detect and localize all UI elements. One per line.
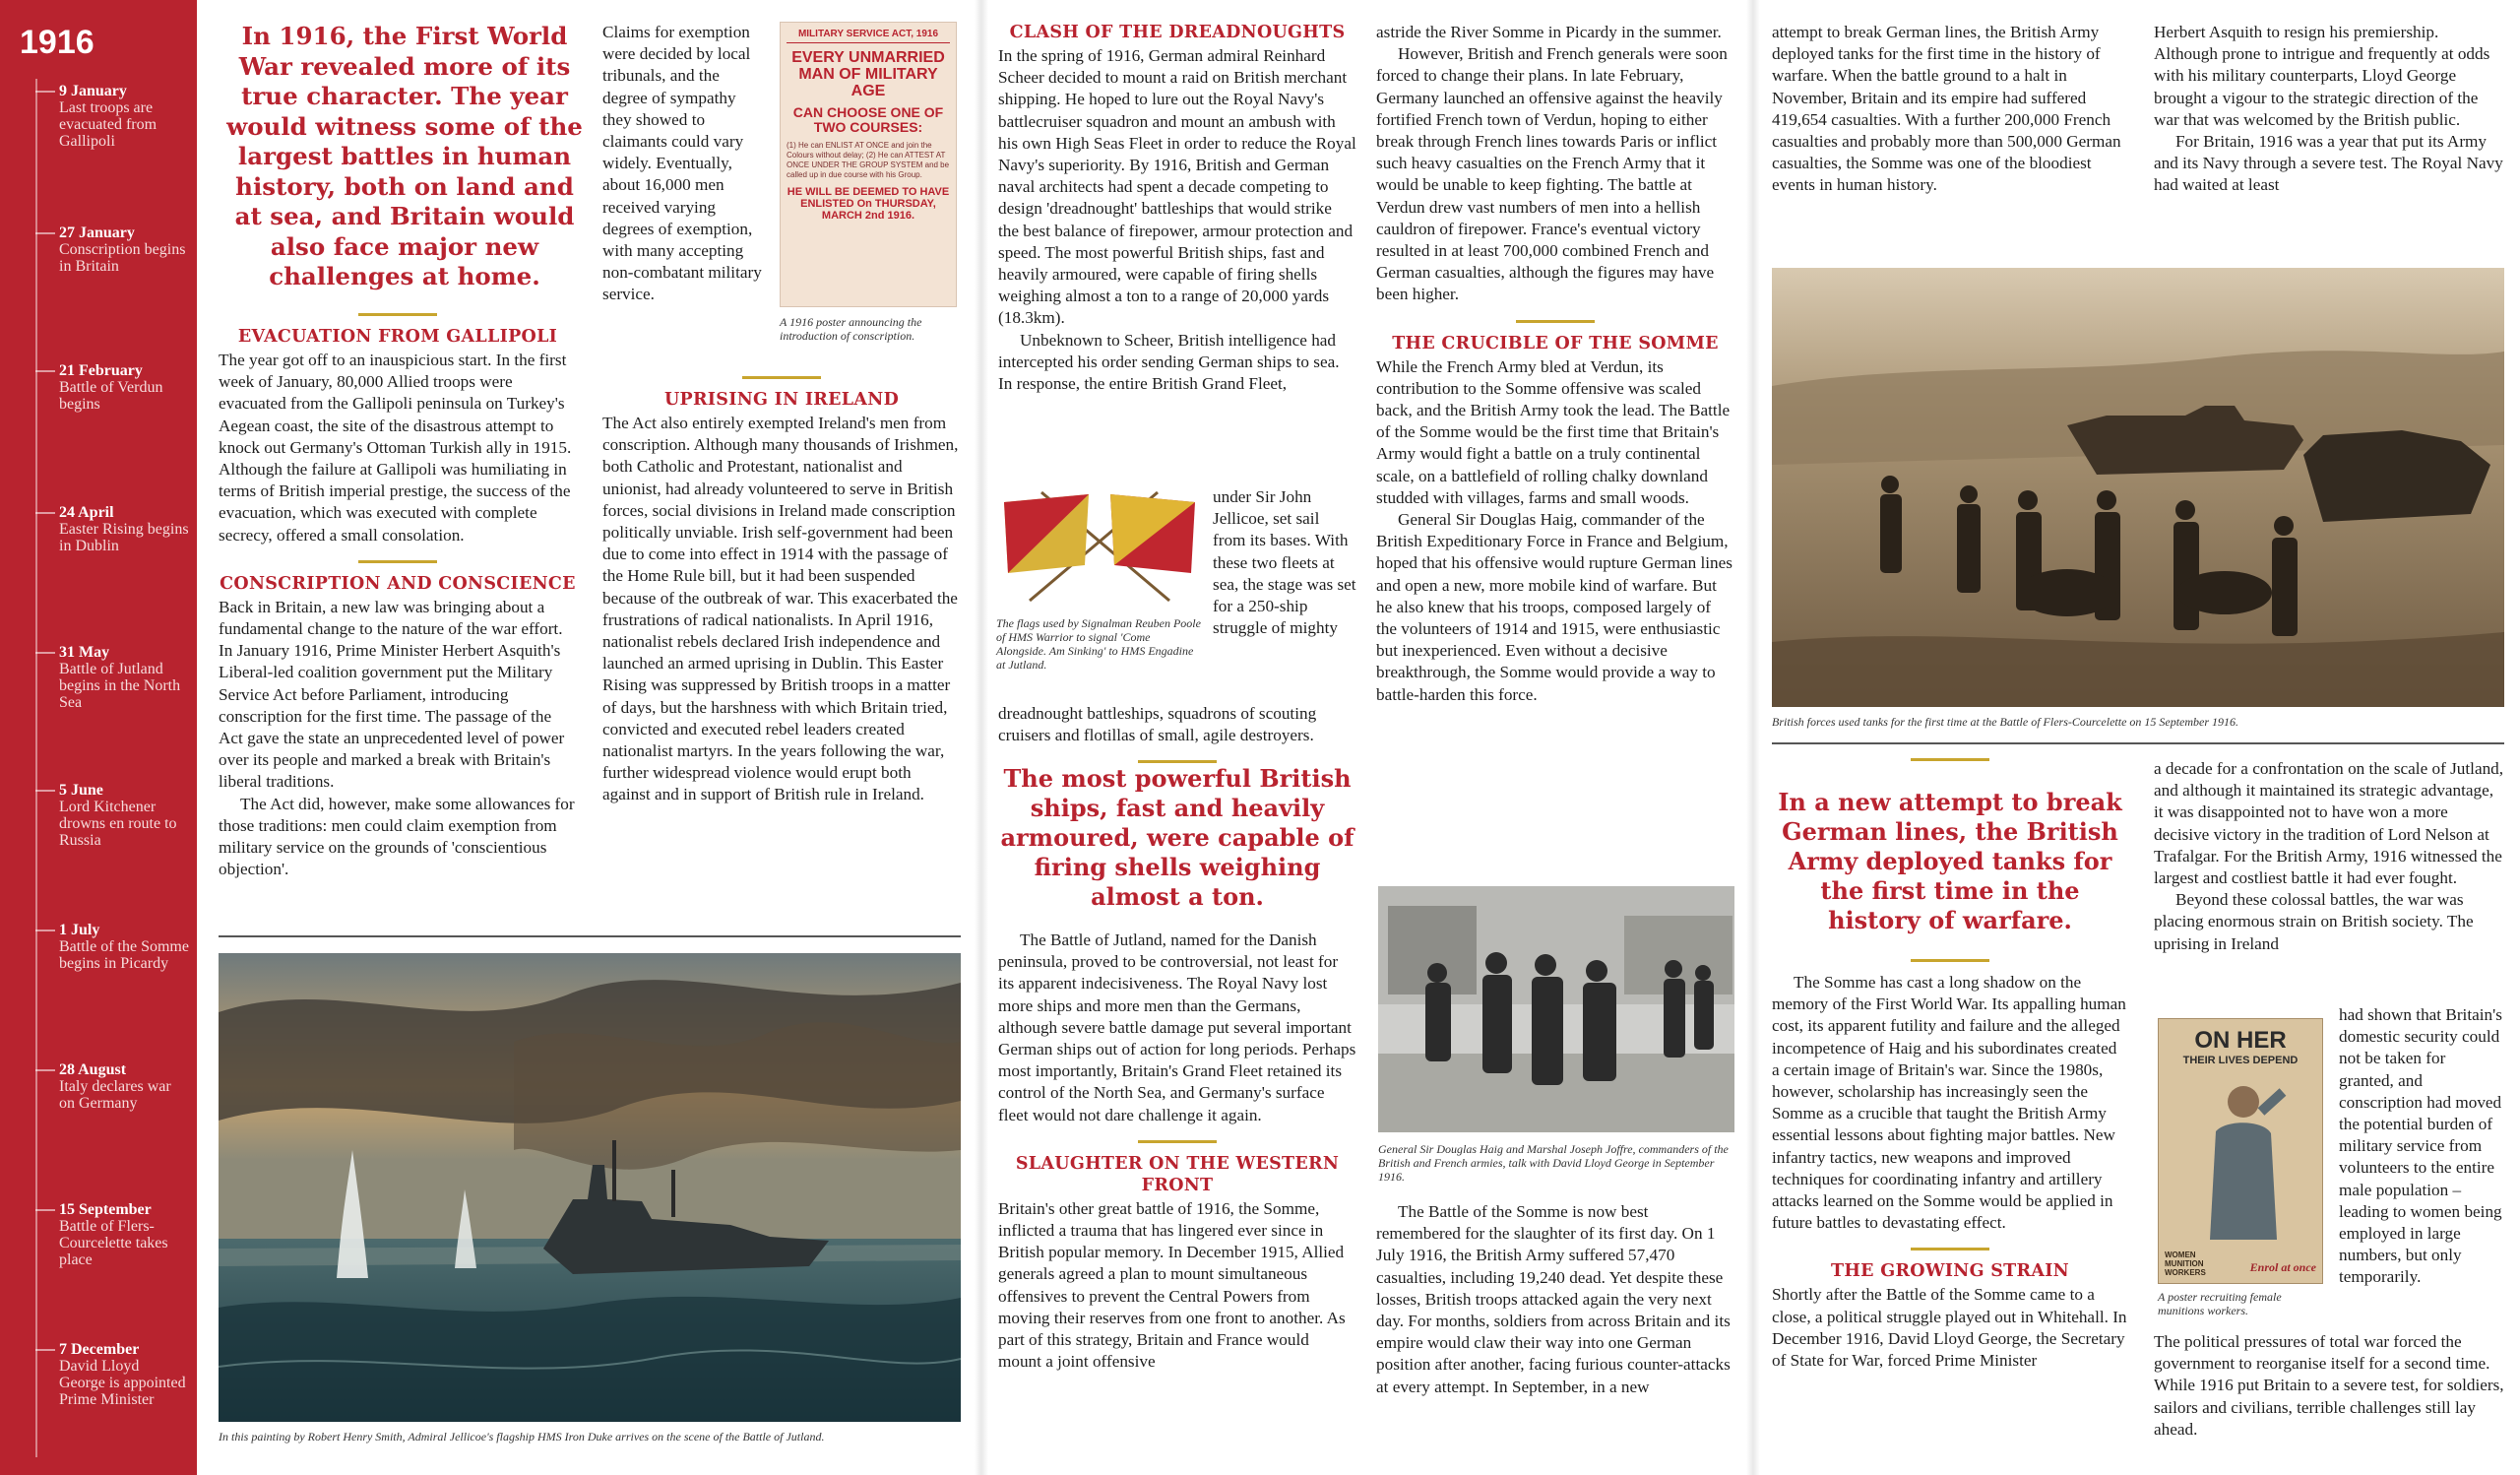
tanks-caption: British forces used tanks for the first time at the Battle of Flers-Courcelette on 15 September 1916. <box>1772 715 2239 729</box>
body-paragraph: Britain's other great battle of 1916, the Somme, inflicted a trauma that has lingered ever since in British popular memory. In December 1915, Allied generals agreed a plan to mount simultaneous offensives to prevent the Central Powers from moving their reserves from one front to another. As part of this strategy, Britain and France would mount a joint offensive <box>998 1198 1346 1372</box>
timeline-tick <box>35 91 55 93</box>
column-3-bottom <box>998 930 1356 1373</box>
section-heading: CLASH OF THE DREADNOUGHTS <box>1009 23 1346 42</box>
timeline-tick <box>35 370 55 372</box>
event-date: 28 August <box>59 1061 127 1078</box>
column-5-bottom <box>1772 758 2128 771</box>
body-paragraph: Herbert Asquith to resign his premiership. Although prone to intrigue and frequently at odds with his military counterparts, Lloyd George brought a vigour to the strategic direction of the war that was welcomed by the British public. <box>2154 23 2490 129</box>
event-date: 27 January <box>59 224 135 241</box>
event-text: David Lloyd George is appointed Prime Minister <box>59 1358 186 1408</box>
body-paragraph: Unbeknown to Scheer, British intelligence had intercepted his order sending German ships to sea. In response, the entire British Grand Fleet, <box>998 330 1340 394</box>
gold-ornament <box>1911 959 1989 962</box>
intro-standfirst: In 1916, the First World War revealed more of its true character. The year would witness some of the largest battles in human history, both on land and at sea, and Britain would also face major new challenges at home. <box>226 22 583 290</box>
timeline-event <box>59 1341 189 1408</box>
munitions-poster-subtitle: THEIR LIVES DEPEND <box>2182 1055 2299 1066</box>
section-heading: CONSCRIPTION AND CONSCIENCE <box>220 573 576 594</box>
timeline-tick <box>35 512 55 514</box>
munitions-caption: A poster recruiting female munitions workers. <box>2158 1290 2282 1317</box>
body-paragraph: For Britain, 1916 was a year that put its Army and its Navy through a severe test. The Royal Navy had waited at least <box>2154 132 2503 195</box>
timeline-tick <box>35 232 55 234</box>
body-paragraph: under Sir John Jellicoe, set sail from its bases. With these two fleets at sea, the stage was set for a 250-ship struggle of mighty <box>1213 487 1356 638</box>
event-text: Battle of Flers-Courcelette takes place <box>59 1218 168 1268</box>
gold-ornament <box>1138 760 1217 763</box>
haig-joffre-photo <box>1378 886 1734 1132</box>
poster-body: (1) He can ENLIST AT ONCE and join the Colours without delay; (2) He can ATTEST AT ONCE UNDER THE GROUP SYSTEM and be called up in due course with his Group. <box>787 141 950 179</box>
timeline-event <box>59 224 189 275</box>
timeline-sidebar <box>0 0 197 1475</box>
event-date: 31 May <box>59 644 110 661</box>
body-paragraph: The Battle of Jutland, named for the Danish peninsula, proved to be controversial, not least for its apparent indecisiveness. The Royal Navy lost more ships and more men than the Germans, although severe battle damage put several important German ships out of action for long periods. Perhaps most importantly, Britain's Grand Fleet retained its control of the North Sea, and Germany's surface fleet would not dare challenge it again. <box>998 930 1356 1124</box>
tanks-battlefield-photo <box>1772 268 2504 707</box>
body-paragraph: In the spring of 1916, German admiral Reinhard Scheer decided to mount a raid on British merchant shipping. He hoped to lure out the Royal Navy's battlecruiser squadron and mount an ambush with his own High Seas Fleet in order to reduce the Royal Navy's superiority. By 1916, British and German naval architects had spent a decade competing to design 'dreadnought' battleships that would strike the best balance of firepower, armour protection and speed. The most powerful British ships, fast and heavily armoured, were capable of firing shells weighing almost a ton to a range of 20,000 yards (18.3km). <box>998 46 1356 328</box>
gold-ornament <box>1911 758 1989 761</box>
body-paragraph: a decade for a confrontation on the scale of Jutland, and although it maintained its strategic advantage, it was disappointed not to have won a more decisive victory in the tradition of Lord Nelson at Trafalgar. For the British Army, 1916 witnessed the largest and costliest battle it had ever fought. <box>2154 759 2504 888</box>
timeline-tick <box>35 1209 55 1211</box>
column-4-bottom <box>1376 1201 1734 1398</box>
section-heading: THE CRUCIBLE OF THE SOMME <box>1392 333 1719 353</box>
event-text: Conscription begins in Britain <box>59 241 186 275</box>
gold-ornament <box>742 376 821 379</box>
event-date: 21 February <box>59 362 143 379</box>
column-3-wrap <box>1213 486 1356 639</box>
event-date: 15 September <box>59 1201 152 1218</box>
timeline-line <box>35 79 37 1457</box>
column-3 <box>998 22 1356 395</box>
munitions-worker-figure <box>2186 1072 2295 1240</box>
column-6-middle <box>2154 758 2504 955</box>
body-paragraph: Back in Britain, a new law was bringing about a fundamental change to the nature of the war effort. In January 1916, Prime Minister Herbert Asquith's Liberal-led coalition government put the Military Service Act before Parliament, introducing conscription for the first time. The passage of the Act gave the state an unprecedented level of power over its people and marked a break with Britain's liberal traditions. <box>219 597 565 792</box>
column-6-wrap <box>2339 1004 2504 1289</box>
gold-ornament <box>358 560 437 563</box>
gold-ornament <box>1911 1248 1989 1251</box>
body-paragraph: dreadnought battleships, squadrons of scouting cruisers and flotillas of small, agile destroyers. <box>998 704 1317 745</box>
body-paragraph: astride the River Somme in Picardy in the summer. <box>1376 23 1722 41</box>
section-heading: EVACUATION FROM GALLIPOLI <box>237 327 558 347</box>
event-text: Battle of Jutland begins in the North Sea <box>59 661 181 711</box>
year-heading: 1916 <box>20 24 94 61</box>
timeline-event <box>59 1201 189 1268</box>
painting-caption: In this painting by Robert Henry Smith, Admiral Jellicoe's flagship HMS Iron Duke arrives on the scene of the Battle of Jutland. <box>219 1430 825 1443</box>
event-text: Battle of Verdun begins <box>59 379 163 413</box>
column-5-text <box>1772 959 2128 1372</box>
column-5-top <box>1772 22 2128 197</box>
column-2-top <box>602 22 762 306</box>
gold-ornament <box>1138 1140 1217 1143</box>
gold-ornament <box>358 313 437 316</box>
poster-headline: EVERY UNMARRIED MAN OF MILITARY AGE <box>791 49 945 99</box>
divider-rule <box>1772 742 2504 744</box>
timeline-tick <box>35 790 55 792</box>
body-paragraph: While the French Army bled at Verdun, its contribution to the Somme offensive was scaled back, and the British Army took the lead. The Battle of the Somme would be the first time that Britain's Army would fight a battle on a truly continental scale, on a battlefield of rolling chalky downland studded with villages, farms and small woods. <box>1376 356 1731 507</box>
jutland-painting <box>219 953 961 1422</box>
body-paragraph: However, British and French generals were soon forced to change their plans. In late February, Germany launched an offensive against the heavily fortified French town of Verdun, hoping to either break through French lines towards Paris or inflict such heavy casualties on the French Army that it would be unable to keep fighting. The battle at Verdun drew vast numbers of men into a hellish cauldron of firepower. France's eventual victory resulted in at least 700,000 combined French and German casualties, although the figures may have been higher. <box>1376 44 1728 304</box>
body-paragraph: General Sir Douglas Haig, commander of the British Expeditionary Force in France and Belgium, hoped that his offensive would rupture German lines and open a new, more mobile kind of warfare. But he also knew that his troops, composed largely of the volunteers of 1914 and 1915, were enthusiastic but inexperienced. Even without a decisive breakthrough, the Somme would provide a way to battle-harden this force. <box>1376 510 1732 704</box>
event-text: Lord Kitchener drowns en route to Russia <box>59 799 177 849</box>
munitions-poster <box>2158 1018 2323 1284</box>
body-paragraph: The political pressures of total war forced the government to reorganise itself for a second time. While 1916 put Britain to a severe test, for soldiers, sailors and civilians, terrible challenges still lay ahead. <box>2154 1332 2504 1439</box>
body-paragraph: The Battle of the Somme is now best remembered for the slaughter of its first day. On 1 July 1916, the British Army suffered 57,470 casualties, including 19,240 dead. Yet despite these losses, British troops attacked again the very next day. For months, soldiers from across Britain and its empire would claw their way into one German position after another, facing furious counter-attacks at every attempt. In September, in a new <box>1376 1202 1731 1396</box>
timeline-event <box>59 83 189 150</box>
event-text: Last troops are evacuated from Gallipoli <box>59 99 158 150</box>
event-date: 7 December <box>59 1341 140 1358</box>
poster-header: MILITARY SERVICE ACT, 1916 <box>787 29 950 43</box>
gold-ornament <box>1516 320 1595 323</box>
poster-subheadline: CAN CHOOSE ONE OF TWO COURSES: <box>792 104 944 135</box>
timeline-event <box>59 922 189 972</box>
timeline-event <box>59 504 189 554</box>
body-paragraph: had shown that Britain's domestic security could not be taken for granted, and conscription had moved the potential burden of military service from volunteers to the entire male population – leading to women being employed in large numbers, but only temporarily. <box>2339 1005 2502 1287</box>
column-4 <box>1376 22 1734 706</box>
section-heading: THE GROWING STRAIN <box>1831 1261 2069 1282</box>
body-paragraph: The Somme has cast a long shadow on the memory of the First World War. Its appalling human cost, its apparent futility and failure and the alleged incompetence of Haig and his subordinates created a certain image of Britain's war. Since the 1980s, however, scholarship has increasingly seen the Somme as a crucible that taught the British Army essential lessons about fighting major battles. New infantry tactics, new weapons and improved techniques for coordinating infantry and artillery attacks learned on the Somme would be applied in future battles to devastating effect. <box>1772 973 2126 1233</box>
page-gutter <box>975 0 988 1475</box>
divider-rule <box>219 935 961 937</box>
timeline-tick <box>35 1349 55 1351</box>
event-date: 9 January <box>59 83 127 99</box>
munitions-poster-title: ON HER <box>2194 1027 2287 1054</box>
body-paragraph: The year got off to an inauspicious start. In the first week of January, 80,000 Allied troops were evacuated from the Gallipoli peninsula on Turkey's Aegean coast, the site of the disastrous attempt to knock out Germany's Ottoman Turkish ally in 1915. Although the failure at Gallipoli was humiliating in terms of British imperial prestige, the success of the evacuation, which was executed with complete secrecy, offered a small consolation. <box>219 351 572 545</box>
column-3-lower <box>998 703 1356 773</box>
column-1 <box>219 313 577 880</box>
body-paragraph: attempt to break German lines, the British Army deployed tanks for the first time in the history of warfare. When the battle ground to a halt in November, Britain and its empire had suffered 419,654 casualties. With a further 200,000 French casualties and probably more than 500,000 German casualties, the Somme was one of the bloodiest events in human history. <box>1772 23 2121 195</box>
column-6-bottom <box>2154 1331 2504 1441</box>
munitions-poster-cta: Enrol at once <box>2249 1260 2316 1274</box>
conscription-poster <box>780 22 957 307</box>
column-2-bottom <box>602 376 961 806</box>
section-heading: UPRISING IN IRELAND <box>663 390 900 410</box>
event-date: 5 June <box>59 782 103 799</box>
body-paragraph: The Act did, however, make some allowances for those traditions: men could claim exemption from military service on the grounds of 'conscientious objection'. <box>219 794 575 879</box>
timeline-event <box>59 1061 189 1112</box>
column-6-top <box>2154 22 2504 197</box>
poster-caption: A 1916 poster announcing the introduction of conscription. <box>780 315 922 343</box>
munitions-poster-footer: WOMEN MUNITION WORKERS <box>2165 1251 2206 1277</box>
timeline-tick <box>35 1069 55 1071</box>
event-date: 1 July <box>59 922 100 938</box>
body-paragraph: Beyond these colossal battles, the war was placing enormous strain on British society. The uprising in Ireland <box>2154 890 2474 953</box>
event-text: Easter Rising begins in Dublin <box>59 521 189 554</box>
pull-quote: In a new attempt to break German lines, the British Army deployed tanks for the first time in the history of warfare. <box>1778 788 2122 934</box>
timeline-event <box>59 782 189 849</box>
body-paragraph: The Act also entirely exempted Ireland's men from conscription. Although many thousands of Irishmen, both Catholic and Protestant, nationalist and unionist, had already volunteered to serve in British forces, social divisions in Ireland made conscription politically unviable. Irish self-government had been due to come into effect in 1914 with the passage of the Home Rule bill, but it had been suspended because of the outbreak of war. This exacerbated the frustrations of radical nationalists. In April 1916, nationalist rebels declared Irish independence and launched an armed uprising in Dublin. This Easter Rising was suppressed by British troops in a matter of days, but the harshness with which Britain tried, convicted and executed rebel leaders created nationalist martyrs. In the years following the war, further widespread violence would erupt both against and in support of British rule in Ireland. <box>602 414 959 804</box>
haig-caption: General Sir Douglas Haig and Marshal Joseph Joffre, commanders of the British and French armies, talk with David Lloyd George in September 1916. <box>1378 1142 1729 1184</box>
event-text: Battle of the Somme begins in Picardy <box>59 938 189 972</box>
timeline-tick <box>35 930 55 931</box>
timeline-event <box>59 644 189 711</box>
poster-footer: HE WILL BE DEEMED TO HAVE ENLISTED On THURSDAY, MARCH 2nd 1916. <box>787 186 950 222</box>
timeline-tick <box>35 652 55 654</box>
section-heading: SLAUGHTER ON THE WESTERN FRONT <box>1015 1153 1340 1195</box>
flags-caption: The flags used by Signalman Reuben Poole of HMS Warrior to signal 'Come Alongside. Am Sinking' to HMS Engadine at Jutland. <box>996 616 1201 672</box>
pull-quote: The most powerful British ships, fast and heavily armoured, were capable of firing shells weighing almost a ton. <box>1000 764 1354 911</box>
timeline-event <box>59 362 189 413</box>
event-text: Italy declares war on Germany <box>59 1078 171 1112</box>
body-paragraph: Claims for exemption were decided by local tribunals, and the degree of sympathy they showed to claimants could vary widely. Eventually, about 16,000 men received varying degrees of exemption, with many accepting non-combatant military service. <box>602 23 762 304</box>
signal-flags-image <box>990 482 1209 610</box>
body-paragraph: Shortly after the Battle of the Somme came to a close, a political struggle played out in Whitehall. In December 1916, David Lloyd George, the Secretary of State for War, forced Prime Minister <box>1772 1285 2127 1371</box>
event-date: 24 April <box>59 504 114 521</box>
page-gutter <box>1746 0 1760 1475</box>
